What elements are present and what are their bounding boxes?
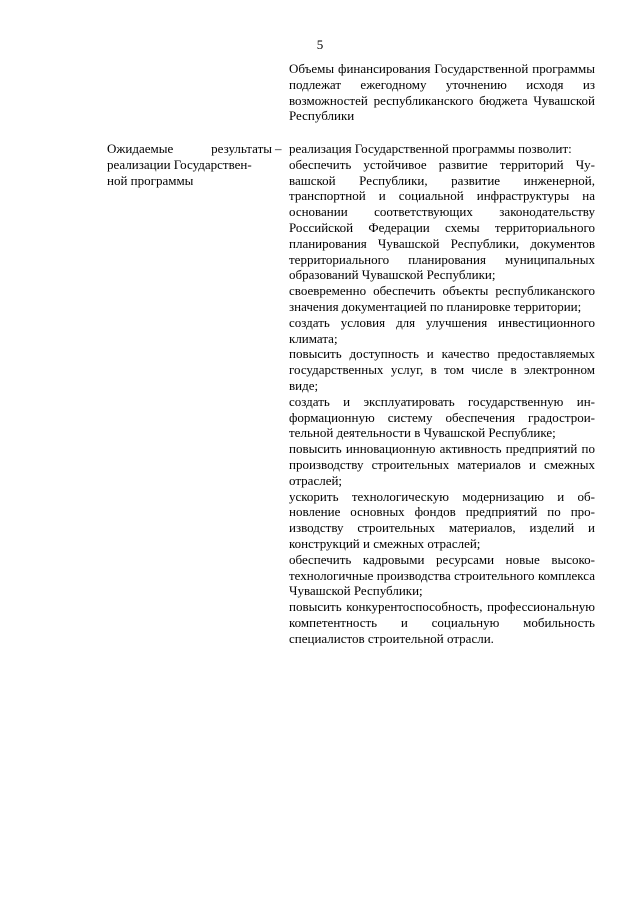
results-intro: реализация Государственной программы позволит: xyxy=(289,141,572,156)
results-item: обеспечить устойчивое развитие территорий Чувашской Республики, развитие инженерной, транспортной и социальной инфраструктуры на основании соответствующих законодательству Российской Федерации схемы территориального планирования Чувашской Республики, документов территориального планирования муниципальных образований Чувашской Республики; xyxy=(289,156,595,283)
results-label-line-2: реализации Государствен- xyxy=(107,156,252,172)
funding-text: Объемы финансирования Государственной программы подлежат ежегодному уточнению исходя из возможностей республиканского бюджета Чувашской Республики xyxy=(289,61,595,124)
results-label-word-1: Ожидаемые xyxy=(107,141,174,156)
separator-dash: – xyxy=(275,141,282,156)
results-item: ускорить технологическую модернизацию и обновление основных фондов предприятий по производству строительных материалов, изделий и конструкций и смежных отраслей; xyxy=(289,488,595,551)
funding-text-block xyxy=(289,61,595,124)
results-label-word-2: результаты xyxy=(211,141,272,156)
results-item: повысить инновационную активность предприятий по производству строительных материалов и смежных отраслей; xyxy=(289,441,595,488)
results-item: повысить конкурентоспособность, профессиональную компетентность и социальную мобильность специалистов строительной отрасли. xyxy=(289,599,595,646)
results-item: обеспечить кадровыми ресурсами новые высокотехнологичные производства строительного комплекса Чувашской Республики; xyxy=(289,551,595,599)
results-item: создать и эксплуатировать государственную информационную систему обеспечения градостроительной деятельности в Чувашской Республике; xyxy=(289,393,595,441)
page-number: 5 xyxy=(316,37,324,52)
results-text-block xyxy=(289,141,595,647)
results-item: своевременно обеспечить объекты республиканского значения документацией по планировке территории; xyxy=(289,283,595,314)
results-label xyxy=(107,141,272,188)
results-item: повысить доступность и качество предоставляемых государственных услуг, в том числе в электронном виде; xyxy=(289,346,595,393)
results-label-line-1 xyxy=(107,141,272,157)
results-label-line-3: ной программы xyxy=(107,172,194,188)
results-item: создать условия для улучшения инвестиционного климата; xyxy=(289,314,595,346)
